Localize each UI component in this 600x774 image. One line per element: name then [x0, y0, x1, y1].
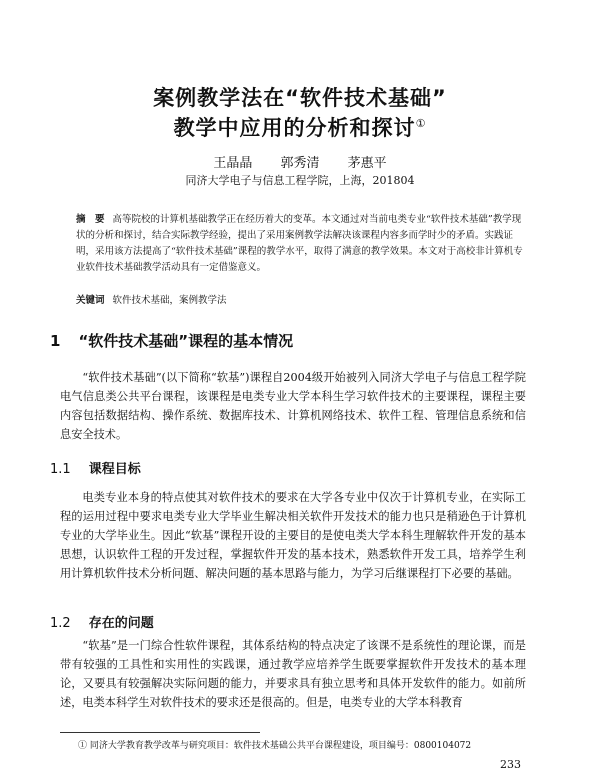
section-heading-1 [50, 330, 293, 351]
keywords [76, 292, 526, 306]
footnote: ① 同济大学教育教学改革与研究项目：软件技术基础公共平台课程建设，项目编号：0800104072 [78, 741, 472, 751]
title-footnote-mark: ① [415, 117, 427, 130]
subsection-title: 存在的问题 [88, 616, 154, 631]
body-paragraph-2: 电类专业本身的特点使其对软件技术的要求在大学各专业中仅次于计算机专业，在实际工程的运用过程中要求电类专业大学毕业生解决相关软件开发技术的能力也只是稍逊色于计算机专业的大学毕业生。因此“软基”课程开设的主要目的是使电类大学本科生理解软件开发的基本思想，认识软件工程的开发过程，掌握软件开发的基本技术，熟悉软件开发工具，培养学生利用计算机软件技术分析问题、解决问题的基本思路与能力，为学习后继课程打下必要的基础。 [60, 491, 526, 580]
section-number: 1 [50, 332, 61, 350]
author-list [0, 152, 600, 171]
paper-title-line2-text: 教学中应用的分析和探讨 [173, 116, 416, 140]
author-name: 郭秀清 [280, 156, 320, 171]
page-number: 233 [500, 758, 521, 771]
paper-title-line1: 案例教学法在“软件技术基础” [153, 86, 447, 110]
paper-title-line2 [0, 112, 600, 142]
subsection-heading-1-1 [50, 458, 141, 477]
abstract [76, 212, 526, 276]
subsection-heading-1-2 [50, 612, 154, 631]
author-name: 茅惠平 [347, 156, 387, 171]
abstract-text: 高等院校的计算机基础教学正在经历着大的变革。本文通过对当前电类专业“软件技术基础”教学现状的分析和探讨，结合实际教学经验，提出了采用案例教学法解决该课程内容多而学时少的矛盾。实践证明，采用该方法提高了“软件技术基础”课程的教学水平，取得了满意的教学效果。本文对于高校非计算机专业软件技术基础教学活动具有一定借鉴意义。 [76, 214, 523, 273]
abstract-label: 摘 要 [76, 214, 105, 225]
subsection-number: 1.1 [50, 462, 71, 477]
body-paragraph-1: “软件技术基础”(以下简称“软基”)课程自2004级开始被列入同济大学电子与信息工程学院电气信息类公共平台课程，该课程是电类专业大学本科生学习软件技术的主要课程，课程主要内容包括数据结构、操作系统、数据库技术、计算机网络技术、软件工程、管理信息系统和信息安全技术。 [60, 371, 526, 441]
subsection-number: 1.2 [50, 616, 71, 631]
body-paragraph-3: “软基”是一门综合性软件课程，其体系结构的特点决定了该课不是系统性的理论课，而是带有较强的工具性和实用性的实践课，通过教学应培养学生既要掌握软件开发技术的基本理论，又要具有较强解决实际问题的能力，并要求具有独立思考和具体开发软件的能力。如前所述，电类本科学生对软件技术的要求还是很高的。但是，电类专业的大学本科教育 [60, 639, 526, 709]
keywords-text: 软件技术基础，案例教学法 [112, 295, 227, 306]
affiliation: 同济大学电子与信息工程学院，上海，201804 [185, 174, 415, 187]
keywords-label: 关键词 [76, 295, 105, 306]
author-name: 王晶晶 [213, 156, 253, 171]
footnote-divider [60, 732, 260, 733]
section-title: “软件技术基础”课程的基本情况 [78, 332, 294, 350]
subsection-title: 课程目标 [88, 462, 141, 477]
